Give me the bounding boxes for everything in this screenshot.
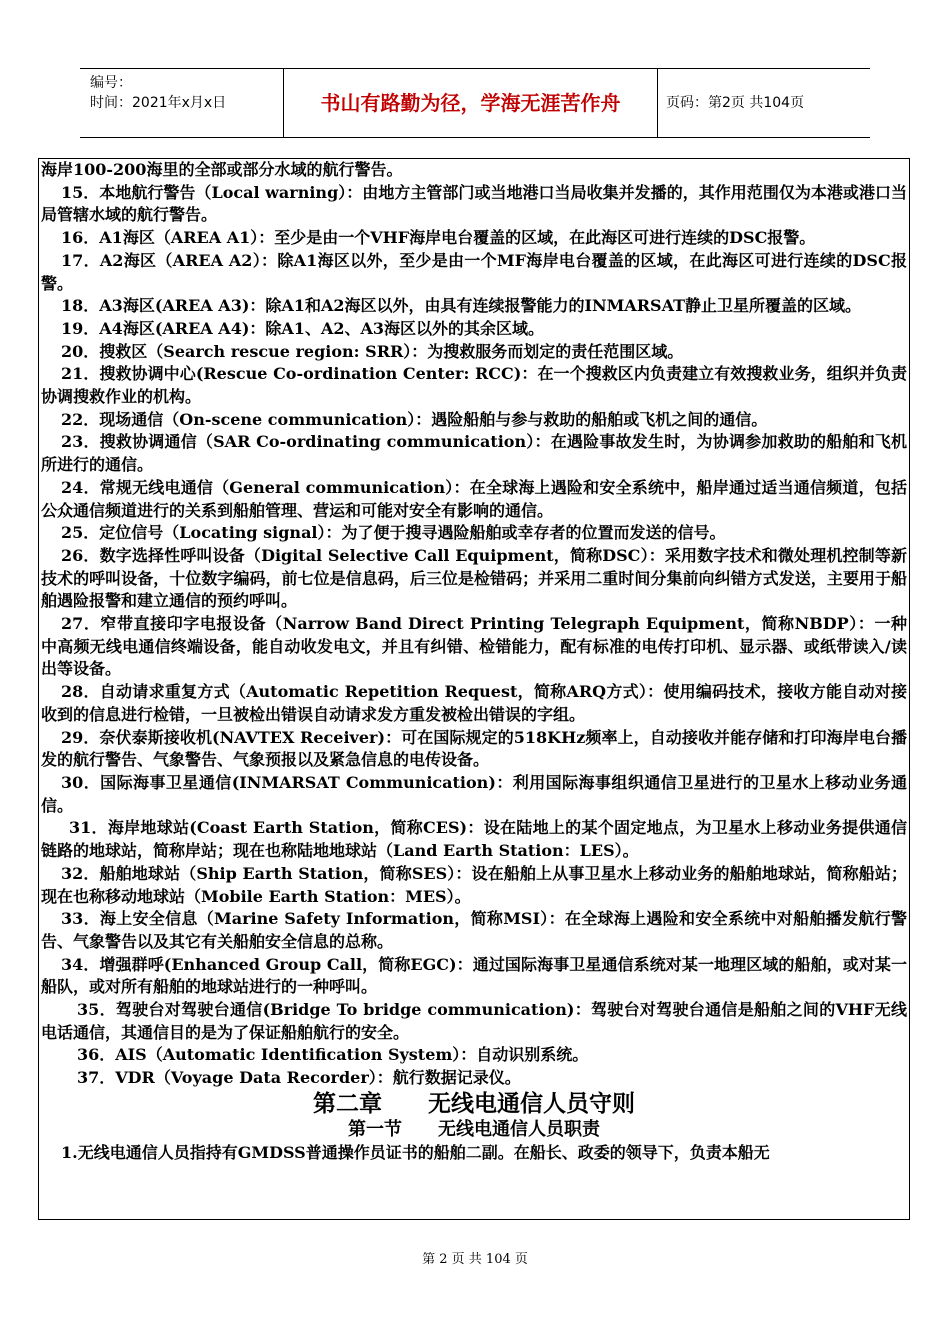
doc-time-label: 时间：2021年x月x日: [90, 95, 227, 111]
paragraph: 21．搜救协调中心(Rescue Co-ordination Center: RCC)：在一个搜救区内负责建立有效搜救业务，组织并负责协调搜救作业的机构。: [41, 364, 907, 407]
paragraph: 22．现场通信（On-scene communication）：遇险船舶与参与救助的船舶或飞机之间的通信。: [61, 409, 768, 429]
header-meta: [80, 69, 283, 137]
paragraph: 31．海岸地球站(Coast Earth Station，简称CES)：设在陆地上的某个固定地点，为卫星水上移动业务提供通信链路的地球站，简称岸站；现在也称陆地地球站（Land Earth Station：LES）。: [41, 818, 907, 861]
header-page-info: 页码：第2页 共104页: [666, 95, 805, 111]
paragraph: 25．定位信号（Locating signal）：为了便于搜寻遇险船舶或幸存者的位置而发送的信号。: [61, 523, 726, 543]
paragraph: 29．奈伏泰斯接收机(NAVTEX Receiver)：可在国际规定的518KHz频率上，自动接收并能存储和打印海岸电台播发的航行警告、气象警告、气象预报以及紧急信息的电传设备。: [41, 727, 907, 770]
section-title: 第一节 无线电通信人员职责: [348, 1118, 600, 1140]
chapter-title: 第二章 无线电通信人员守则: [313, 1090, 635, 1117]
paragraph: 27．窄带直接印字电报设备（Narrow Band Direct Printing Telegraph Equipment，简称NBDP）：一种中高频无线电通信终端设备，能自动收发电文，并且有纠错、检错能力，配有标准的电传打印机、显示器、或纸带读入/读出等设备。: [41, 614, 907, 679]
paragraph: 36．AIS（Automatic Identification System）：自动识别系统。: [77, 1045, 589, 1065]
paragraph: 34．增强群呼(Enhanced Group Call，简称EGC)：通过国际海事卫星通信系统对某一地理区域的船舶，或对某一船队，或对所有船舶的地球站进行的一种呼叫。: [41, 954, 907, 997]
doc-number-label: 编号：: [90, 75, 132, 91]
paragraph: 28．自动请求重复方式（Automatic Repetition Request，简称ARQ方式）：使用编码技术，接收方能自动对接收到的信息进行检错，一旦被检出错误自动请求发方重发被检出错误的字组。: [41, 682, 907, 724]
paragraph: 24．常规无线电通信（General communication）：在全球海上遇险和安全系统中，船岸通过适当通信频道，包括公众通信频道进行的关系到船舶管理、营运和可能对安全有影响的通信。: [41, 477, 907, 520]
paragraph: 33．海上安全信息（Marine Safety Information，简称MSI）：在全球海上遇险和安全系统中对船舶播发航行警告、气象警告以及其它有关船舶安全信息的总称。: [41, 909, 907, 951]
paragraph: 16．A1海区（AREA A1）：至少是由一个VHF海岸电台覆盖的区域，在此海区可进行连续的DSC报警。: [61, 228, 816, 248]
document-body: [39, 159, 909, 1165]
paragraph: 15．本地航行警告（Local warning）：由地方主管部门或当地港口当局收集并发播的，其作用范围仅为本港或港口当局管辖水域的航行警告。: [41, 182, 907, 225]
paragraph: 海岸100-200海里的全部或部分水域的航行警告。: [41, 160, 403, 179]
paragraph: 37．VDR（Voyage Data Recorder）：航行数据记录仪。: [77, 1068, 521, 1088]
paragraph: 30．国际海事卫星通信(INMARSAT Communication)：利用国际海事组织通信卫星进行的卫星水上移动业务通信。: [41, 772, 907, 815]
header-motto: 书山有路勤为径，学海无涯苦作舟: [283, 69, 658, 137]
paragraph: 18．A3海区(AREA A3)：除A1和A2海区以外，由具有连续报警能力的INMARSAT静止卫星所覆盖的区域。: [61, 296, 862, 316]
paragraph: 17．A2海区（AREA A2）：除A1海区以外，至少是由一个MF海岸电台覆盖的区域，在此海区可进行连续的DSC报警。: [41, 250, 907, 293]
paragraph: 23．搜救协调通信（SAR Co-ordinating communication）：在遇险事故发生时，为协调参加救助的船舶和飞机所进行的通信。: [41, 432, 907, 475]
paragraph: 20．搜救区（Search rescue region: SRR）：为搜救服务而划定的责任范围区域。: [61, 341, 684, 361]
page-footer: 第 2 页 共 104 页: [422, 1252, 528, 1267]
paragraph: 32．船舶地球站（Ship Earth Station，简称SES）：设在船舶上从事卫星水上移动业务的船舶地球站，简称船站；现在也称移动地球站（Mobile Earth Station：MES）。: [41, 863, 907, 906]
paragraph: 35．驾驶台对驾驶台通信(Bridge To bridge communication)：驾驶台对驾驶台通信是船舶之间的VHF无线电话通信，其通信目的是为了保证船舶航行的安全。: [41, 1000, 907, 1042]
content-frame: [38, 158, 910, 1220]
paragraph: 19．A4海区(AREA A4)：除A1、A2、A3海区以外的其余区域。: [61, 318, 545, 338]
paragraph: 1.无线电通信人员指持有GMDSS普通操作员证书的船舶二副。在船长、政委的领导下，负责本船无: [61, 1142, 770, 1162]
paragraph: 26．数字选择性呼叫设备（Digital Selective Call Equipment，简称DSC）：采用数字技术和微处理机控制等新技术的呼叫设备，十位数字编码，前七位是信息码，后三位是检错码；并采用二重时间分集前向纠错方式发送，主要用于船舶遇险报警和建立通信的预约呼叫。: [41, 545, 907, 611]
page-header: [80, 68, 870, 138]
